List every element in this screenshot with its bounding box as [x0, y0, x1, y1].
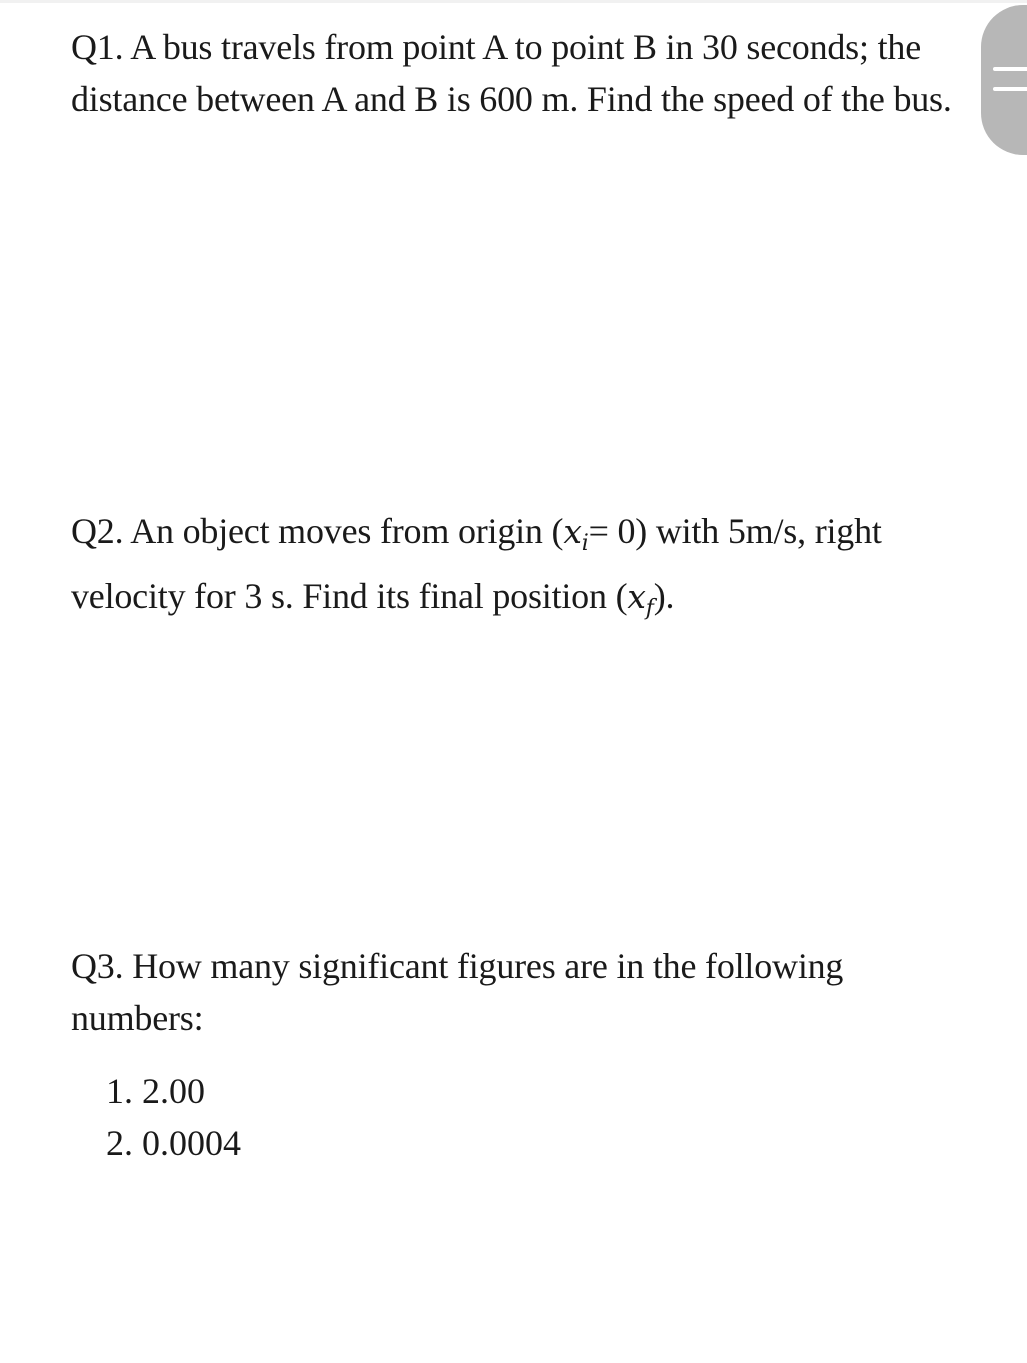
- scroll-handle[interactable]: [981, 5, 1027, 155]
- top-divider: [0, 0, 1027, 3]
- final-position-subscript: f: [645, 596, 654, 621]
- question-2-text-start: Q2. An object moves from origin (: [71, 511, 564, 551]
- list-item: 1. 2.00: [106, 1071, 205, 1111]
- question-3-number-list: [106, 1065, 241, 1169]
- question-2: [71, 505, 976, 635]
- question-2-text-middle: = 0) with 5m/s, right velocity for 3 s. Find its final position (: [71, 511, 882, 616]
- initial-position-subscript: i: [581, 531, 589, 556]
- initial-position-variable: x: [563, 512, 582, 551]
- question-3: Q3. How many significant figures are in the following numbers:: [71, 946, 844, 1038]
- question-1: Q1. A bus travels from point A to point B in 30 seconds; the distance between A and B is 600 m. Find the speed of the bus.: [71, 27, 952, 119]
- list-item: 2. 0.0004: [106, 1123, 241, 1163]
- question-2-text-end: ).: [653, 576, 675, 616]
- final-position-variable: x: [627, 577, 646, 616]
